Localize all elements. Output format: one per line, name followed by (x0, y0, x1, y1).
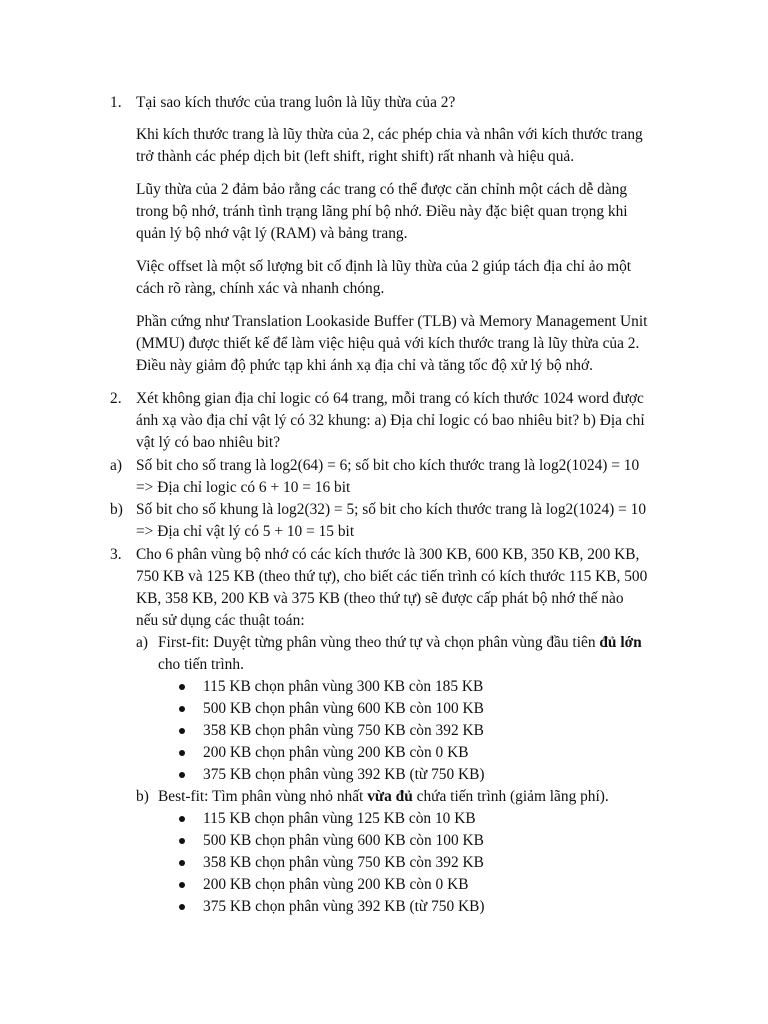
q1-number: 1. (110, 94, 122, 111)
q1-p1-line2: trở thành các phép dịch bit (left shift, right shift) rất nhanh và hiệu quả. (136, 148, 575, 165)
bullet-icon (179, 816, 185, 822)
q1-p4-line1: Phần cứng như Translation Lookaside Buffer (TLB) và Memory Management Unit (136, 313, 648, 330)
q2-a-marker: a) (110, 457, 122, 474)
q2-b-line2: => Địa chỉ vật lý có 5 + 10 = 15 bit (136, 523, 355, 540)
q1-p3-line2: cách rõ ràng, chính xác và nhanh chóng. (136, 280, 385, 297)
first-fit-item: 375 KB chọn phân vùng 392 KB (từ 750 KB) (203, 766, 485, 783)
first-fit-intro: First-fit: Duyệt từng phân vùng theo thứ tự và chọn phân vùng đầu tiên đủ lớn (158, 634, 642, 651)
bullet-icon (179, 838, 185, 844)
q1-p3-line1: Việc offset là một số lượng bit cố định là lũy thừa của 2 giúp tách địa chỉ ảo một (136, 258, 632, 275)
best-fit-item: 200 KB chọn phân vùng 200 KB còn 0 KB (203, 876, 469, 893)
q3-question-line4: nếu sử dụng các thuật toán: (136, 612, 305, 629)
bullet-icon (179, 728, 185, 734)
first-fit-item: 200 KB chọn phân vùng 200 KB còn 0 KB (203, 744, 469, 761)
bullet-icon (179, 684, 185, 690)
best-fit-intro: Best-fit: Tìm phân vùng nhỏ nhất vừa đủ chứa tiến trình (giảm lãng phí). (158, 788, 609, 805)
best-fit-item: 115 KB chọn phân vùng 125 KB còn 10 KB (203, 810, 476, 827)
q2-b-marker: b) (110, 501, 123, 518)
bullet-icon (179, 706, 185, 712)
q2-question-line2: ánh xạ vào địa chỉ vật lý có 32 khung: a) Địa chỉ logic có bao nhiêu bit? b) Địa chỉ (136, 412, 645, 429)
best-fit-marker: b) (136, 788, 149, 805)
q3-question-line2: 750 KB và 125 KB (theo thứ tự), cho biết các tiến trình có kích thước 115 KB, 500 (136, 568, 648, 585)
bullet-icon (179, 904, 185, 910)
first-fit-item: 358 KB chọn phân vùng 750 KB còn 392 KB (203, 722, 484, 739)
q2-a-line1: Số bit cho số trang là log2(64) = 6; số bit cho kích thước trang là log2(1024) = 10 (136, 457, 640, 474)
q1-question: Tại sao kích thước của trang luôn là lũy thừa của 2? (136, 94, 456, 111)
q3-question-line3: KB, 358 KB, 200 KB và 375 KB (theo thứ tự) sẽ được cấp phát bộ nhớ thế nào (136, 590, 624, 607)
q3-number: 3. (110, 546, 122, 563)
best-fit-item: 375 KB chọn phân vùng 392 KB (từ 750 KB) (203, 898, 485, 915)
first-fit-marker: a) (136, 634, 148, 651)
bullet-icon (179, 772, 185, 778)
q2-number: 2. (110, 390, 122, 407)
bullet-icon (179, 750, 185, 756)
best-fit-item: 358 KB chọn phân vùng 750 KB còn 392 KB (203, 854, 484, 871)
q2-b-line1: Số bit cho số khung là log2(32) = 5; số bit cho kích thước trang là log2(1024) = 10 (136, 501, 647, 518)
q1-p2-line2: trong bộ nhớ, tránh tình trạng lãng phí bộ nhớ. Điều này đặc biệt quan trọng khi (136, 203, 628, 220)
bullet-icon (179, 860, 185, 866)
q1-p2-line1: Lũy thừa của 2 đảm bảo rằng các trang có thể được căn chỉnh một cách dễ dàng (136, 181, 628, 198)
first-fit-item: 115 KB chọn phân vùng 300 KB còn 185 KB (203, 678, 484, 695)
q1-p4-line2: (MMU) được thiết kế để làm việc hiệu quả với kích thước trang là lũy thừa của 2. (136, 335, 640, 352)
first-fit-item: 500 KB chọn phân vùng 600 KB còn 100 KB (203, 700, 484, 717)
q1-p2-line3: quản lý bộ nhớ vật lý (RAM) và bảng trang. (136, 225, 408, 242)
q2-a-line2: => Địa chỉ logic có 6 + 10 = 16 bit (136, 479, 351, 496)
best-fit-bold: vừa đủ (367, 788, 413, 805)
q3-question-line1: Cho 6 phân vùng bộ nhớ có các kích thước là 300 KB, 600 KB, 350 KB, 200 KB, (136, 546, 640, 563)
q1-p4-line3: Điều này giảm độ phức tạp khi ánh xạ địa chỉ và tăng tốc độ xử lý bộ nhớ. (136, 357, 593, 374)
bullet-icon (179, 882, 185, 888)
best-fit-item: 500 KB chọn phân vùng 600 KB còn 100 KB (203, 832, 484, 849)
first-fit-bold: đủ lớn (599, 634, 642, 651)
q1-p1-line1: Khi kích thước trang là lũy thừa của 2, các phép chia và nhân với kích thước trang (136, 126, 643, 143)
q2-question-line1: Xét không gian địa chỉ logic có 64 trang, mỗi trang có kích thước 1024 word được (136, 390, 644, 407)
first-fit-cont: cho tiến trình. (158, 656, 244, 673)
q2-question-line3: vật lý có bao nhiêu bit? (136, 434, 281, 451)
